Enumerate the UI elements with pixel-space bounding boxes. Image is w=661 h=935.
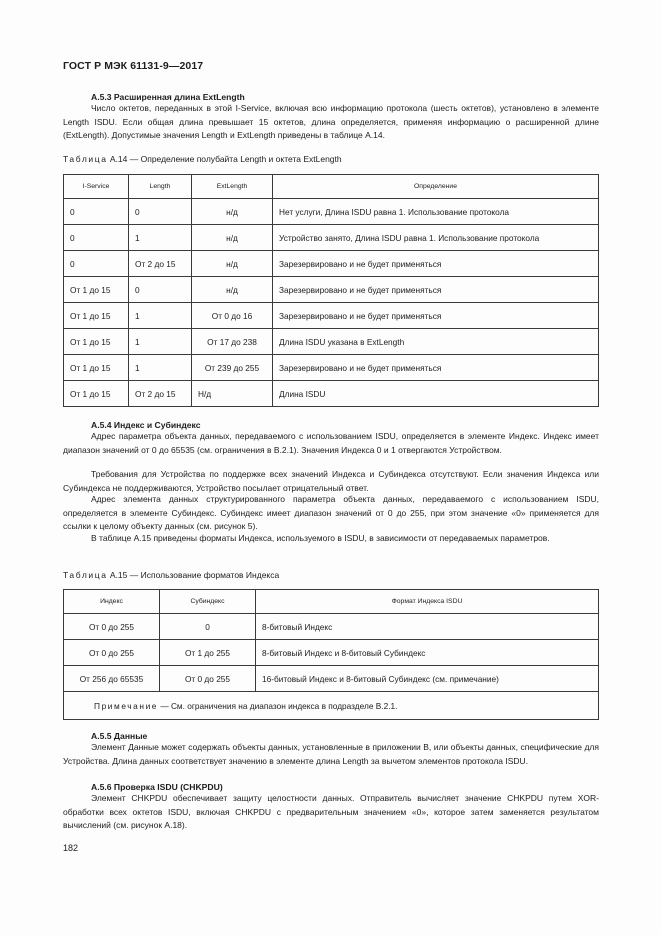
table-header-row bbox=[64, 175, 599, 199]
table-cell: 1 bbox=[129, 303, 192, 329]
table-a15 bbox=[63, 589, 599, 720]
header-cell: Определение bbox=[273, 175, 599, 199]
table-cell: Зарезервировано и не будет применяться bbox=[273, 251, 599, 277]
table-cell: От 1 до 15 bbox=[64, 277, 129, 303]
table-cell: От 1 до 15 bbox=[64, 381, 129, 407]
table-note-row bbox=[64, 692, 599, 720]
table-cell: н/д bbox=[192, 277, 273, 303]
paragraph-a53: Число октетов, переданных в этой I-Service, включая всю информацию протокола (шесть октетов), установлено в элементе Length ISDU. Если общая длина превышает 15 октетов, длина определяется, применяя информацию о расширенной длине (ExtLength). Допустимые значения Length и ExtLength приведены в таблице А.14. bbox=[63, 103, 599, 140]
table-a15-caption bbox=[63, 570, 279, 580]
table-cell: 0 bbox=[129, 199, 192, 225]
table-row bbox=[64, 225, 599, 251]
table-cell: 0 bbox=[64, 251, 129, 277]
table-cell: От 1 до 15 bbox=[64, 329, 129, 355]
table-header-row bbox=[64, 590, 599, 614]
table-cell: От 17 до 238 bbox=[192, 329, 273, 355]
paragraph-a55: Элемент Данные может содержать объекты данных, установленные в приложении В, или объекты данных, специфические для Устройства. Длина данных соответствует значению в элементе длина Length за вычетом элементов протокола ISDU. bbox=[63, 742, 599, 766]
table-cell: 0 bbox=[129, 277, 192, 303]
table-note bbox=[64, 692, 599, 720]
table-cell: От 2 до 15 bbox=[129, 381, 192, 407]
section-title-a55: А.5.5 Данные bbox=[91, 731, 148, 741]
table-cell: Зарезервировано и не будет применяться bbox=[273, 355, 599, 381]
table-row bbox=[64, 614, 599, 640]
header-cell: I-Service bbox=[64, 175, 129, 199]
section-title-a54: А.5.4 Индекс и Субиндекс bbox=[91, 420, 201, 430]
table-cell: Зарезервировано и не будет применяться bbox=[273, 303, 599, 329]
table-cell: От 256 до 65535 bbox=[64, 666, 160, 692]
table-row bbox=[64, 199, 599, 225]
document-header: ГОСТ Р МЭК 61131-9—2017 bbox=[63, 60, 204, 72]
table-cell: н/д bbox=[192, 199, 273, 225]
table-cell: н/д bbox=[192, 225, 273, 251]
caption-text: А.14 — Определение полубайта Length и октета ExtLength bbox=[107, 154, 342, 164]
table-cell: н/д bbox=[192, 251, 273, 277]
table-cell: 8-битовый Индекс bbox=[256, 614, 599, 640]
table-cell: Н/д bbox=[192, 381, 273, 407]
table-cell: 0 bbox=[160, 614, 256, 640]
header-cell: Формат Индекса ISDU bbox=[256, 590, 599, 614]
table-cell: 8-битовый Индекс и 8-битовый Субиндекс bbox=[256, 640, 599, 666]
table-row bbox=[64, 640, 599, 666]
table-cell: 16-битовый Индекс и 8-битовый Субиндекс (см. примечание) bbox=[256, 666, 599, 692]
table-cell: От 0 до 255 bbox=[64, 640, 160, 666]
table-cell: От 0 до 255 bbox=[64, 614, 160, 640]
header-cell: ExtLength bbox=[192, 175, 273, 199]
table-cell: От 239 до 255 bbox=[192, 355, 273, 381]
table-cell: 1 bbox=[129, 355, 192, 381]
header-cell: Субиндекс bbox=[160, 590, 256, 614]
table-a14 bbox=[63, 174, 599, 407]
table-row bbox=[64, 251, 599, 277]
table-cell: От 0 до 16 bbox=[192, 303, 273, 329]
table-row bbox=[64, 666, 599, 692]
caption-prefix: Таблица bbox=[63, 570, 108, 580]
table-cell: Нет услуги, Длина ISDU равна 1. Использование протокола bbox=[273, 199, 599, 225]
note-text: — См. ограничения на диапазон индекса в подразделе В.2.1. bbox=[158, 700, 398, 711]
section-title-a53: А.5.3 Расширенная длина ExtLength bbox=[91, 92, 245, 102]
paragraph-a56: Элемент CHKPDU обеспечивает защиту целостности данных. Отправитель вычисляет значение CHKPDU путем XOR-обработки всех октетов ISDU, включая CHKPDU с предварительным значением «0», которое затем заменяется результатом вычислений (см. рисунок А.18). bbox=[63, 793, 599, 830]
table-cell: 1 bbox=[129, 225, 192, 251]
table-a14-caption bbox=[63, 154, 342, 164]
table-row bbox=[64, 329, 599, 355]
paragraph-a54-2: Требования для Устройства по поддержке всех значений Индекса и Субиндекса отсутствуют. Если значения Индекса или Субиндекса не поддерживаются, Устройство посылает отрицательный ответ. bbox=[63, 469, 599, 493]
page-number: 182 bbox=[63, 843, 79, 853]
paragraph-a54-3: Адрес элемента данных структурированного параметра объекта данных, передаваемого с использованием ISDU, определяется в элементе Субиндекс. Субиндекс имеет диапазон значений от 0 до 255, при этом значение «0» применяется для ссылки к целому объекту данных (см. рисунок 5). bbox=[63, 494, 599, 531]
header-cell: Индекс bbox=[64, 590, 160, 614]
table-cell: Длина ISDU bbox=[273, 381, 599, 407]
table-cell: 0 bbox=[64, 199, 129, 225]
note-prefix: Примечание bbox=[94, 700, 159, 711]
table-cell: От 0 до 255 bbox=[160, 666, 256, 692]
table-cell: Длина ISDU указана в ExtLength bbox=[273, 329, 599, 355]
table-cell: Зарезервировано и не будет применяться bbox=[273, 277, 599, 303]
header-cell: Length bbox=[129, 175, 192, 199]
paragraph-a54-1: Адрес параметра объекта данных, передаваемого с использованием ISDU, определяется в элементе Индекс. Индекс имеет диапазон значений от 0 до 65535 (см. ограничения в В.2.1). Значения Индекса 0 и 1 отвергаются Устройством. bbox=[63, 431, 599, 455]
table-cell: От 1 до 255 bbox=[160, 640, 256, 666]
caption-prefix: Таблица bbox=[63, 154, 108, 164]
table-cell: От 1 до 15 bbox=[64, 355, 129, 381]
table-cell: Устройство занято, Длина ISDU равна 1. Использование протокола bbox=[273, 225, 599, 251]
caption-text: А.15 — Использование форматов Индекса bbox=[107, 570, 280, 580]
table-cell: От 2 до 15 bbox=[129, 251, 192, 277]
section-title-a56: А.5.6 Проверка ISDU (CHKPDU) bbox=[91, 782, 223, 792]
table-cell: 1 bbox=[129, 329, 192, 355]
table-row bbox=[64, 277, 599, 303]
paragraph-a54-4: В таблице А.15 приведены форматы Индекса, используемого в ISDU, в зависимости от передаваемых параметров. bbox=[91, 533, 550, 543]
table-row bbox=[64, 355, 599, 381]
table-cell: 0 bbox=[64, 225, 129, 251]
table-row bbox=[64, 303, 599, 329]
table-row bbox=[64, 381, 599, 407]
table-cell: От 1 до 15 bbox=[64, 303, 129, 329]
